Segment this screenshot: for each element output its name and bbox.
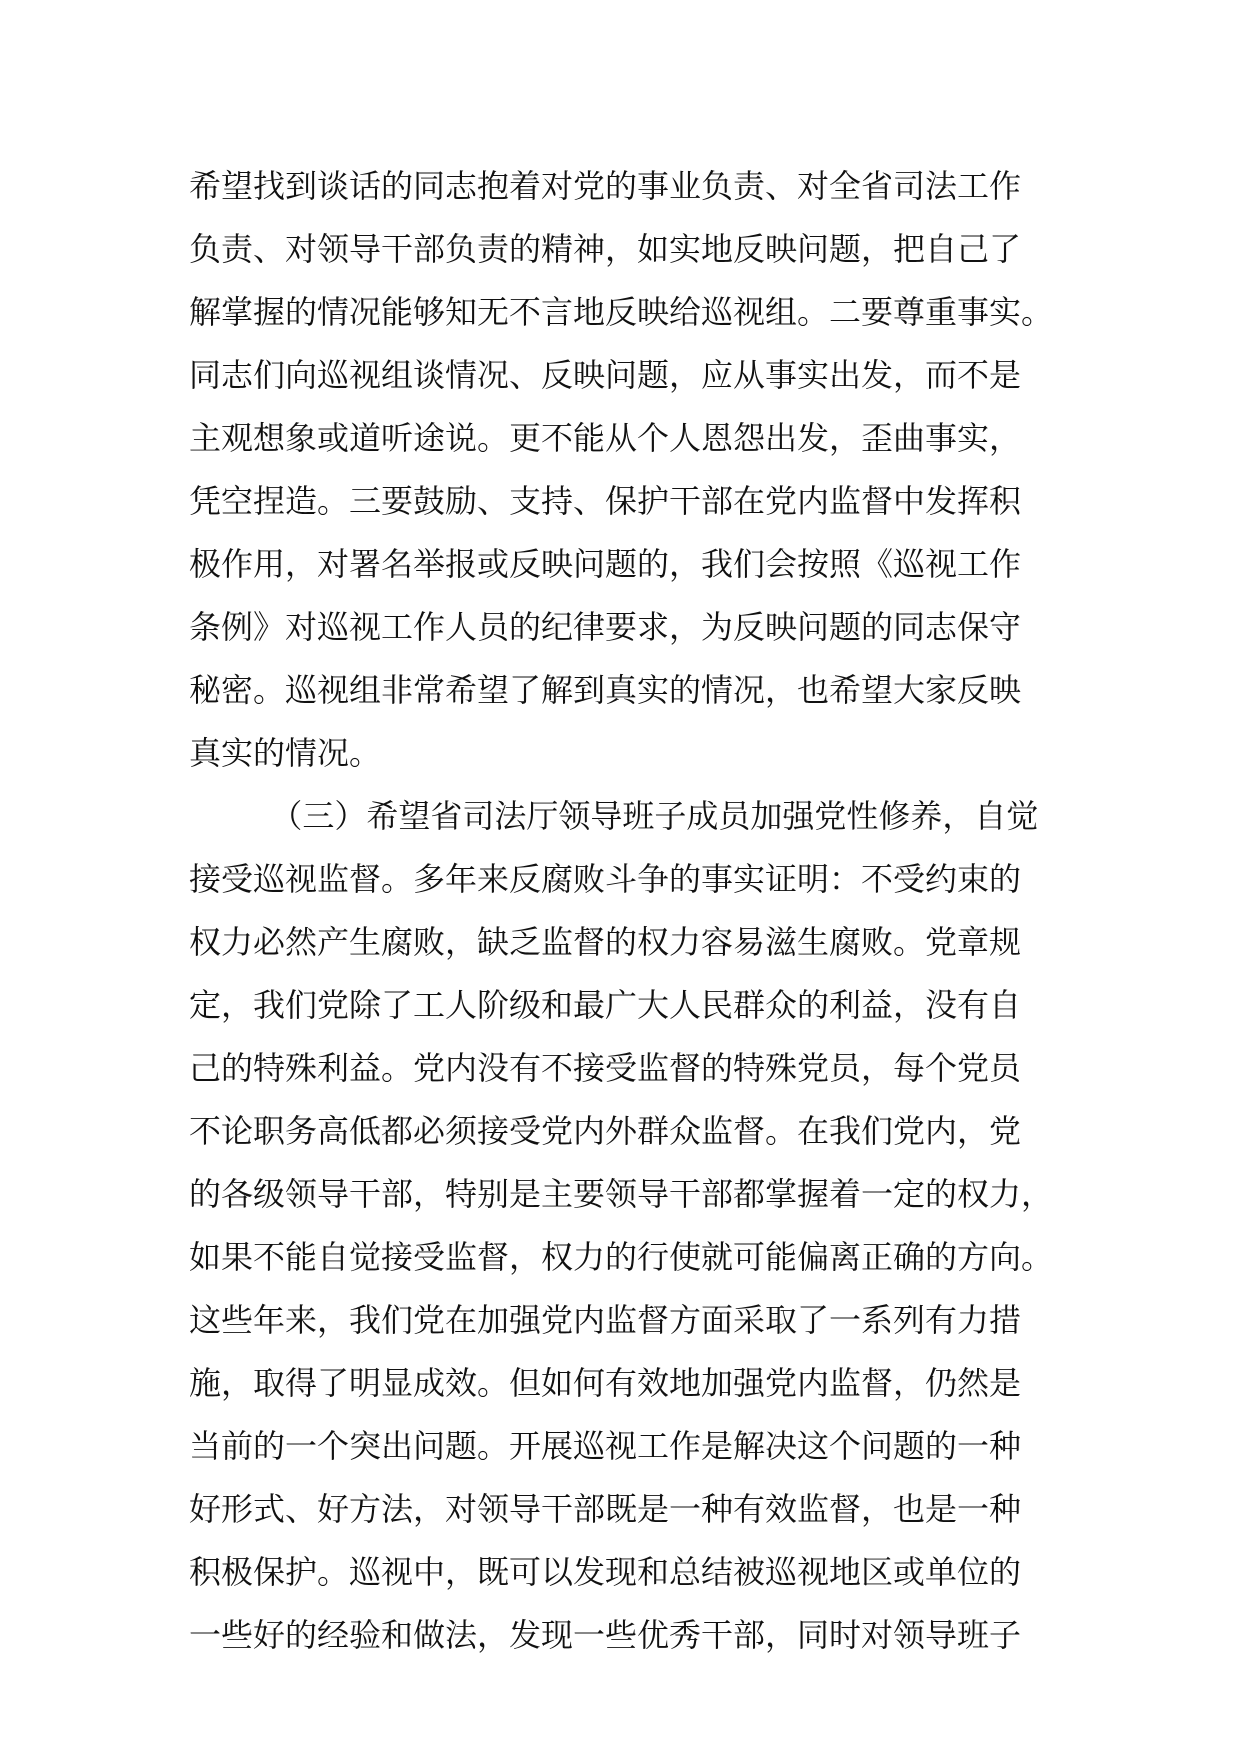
text-line: 秘密。巡视组非常希望了解到真实的情况，也希望大家反映 [189,671,1022,709]
text-line: 这些年来，我们党在加强党内监督方面采取了一系列有力措 [189,1301,1022,1339]
text-line: 如果不能自觉接受监督，权力的行使就可能偏离正确的方向。 [189,1238,1054,1276]
text-line: 一些好的经验和做法，发现一些优秀干部，同时对领导班子 [189,1616,1022,1654]
text-line: 好形式、好方法，对领导干部既是一种有效监督，也是一种 [189,1490,1022,1528]
text-line: 主观想象或道听途说。更不能从个人恩怨出发，歪曲事实， [189,419,1022,457]
text-line: 的各级领导干部，特别是主要领导干部都掌握着一定的权力， [189,1175,1054,1213]
text-line: 己的特殊利益。党内没有不接受监督的特殊党员，每个党员 [189,1049,1022,1087]
text-line: 条例》对巡视工作人员的纪律要求，为反映问题的同志保守 [189,608,1022,646]
text-line: 同志们向巡视组谈情况、反映问题，应从事实出发，而不是 [189,356,1022,394]
text-line: （三）希望省司法厅领导班子成员加强党性修养，自觉 [189,797,1039,835]
text-line: 解掌握的情况能够知无不言地反映给巡视组。二要尊重事实。 [189,293,1054,331]
text-line: 当前的一个突出问题。开展巡视工作是解决这个问题的一种 [189,1427,1022,1465]
body-text [189,155,1053,1667]
text-line: 凭空捏造。三要鼓励、支持、保护干部在党内监督中发挥积 [189,482,1022,520]
text-line: 不论职务高低都必须接受党内外群众监督。在我们党内，党 [189,1112,1022,1150]
text-line: 极作用，对署名举报或反映问题的，我们会按照《巡视工作 [189,545,1022,583]
text-line: 积极保护。巡视中，既可以发现和总结被巡视地区或单位的 [189,1553,1022,1591]
text-line: 权力必然产生腐败，缺乏监督的权力容易滋生腐败。党章规 [189,923,1022,961]
text-line: 定，我们党除了工人阶级和最广大人民群众的利益，没有自 [189,986,1022,1024]
text-line: 负责、对领导干部负责的精神，如实地反映问题，把自己了 [189,230,1022,268]
text-line: 希望找到谈话的同志抱着对党的事业负责、对全省司法工作 [189,167,1022,205]
text-line: 施，取得了明显成效。但如何有效地加强党内监督，仍然是 [189,1364,1022,1402]
text-line: 接受巡视监督。多年来反腐败斗争的事实证明：不受约束的 [189,860,1022,898]
text-line: 真实的情况。 [189,734,382,772]
